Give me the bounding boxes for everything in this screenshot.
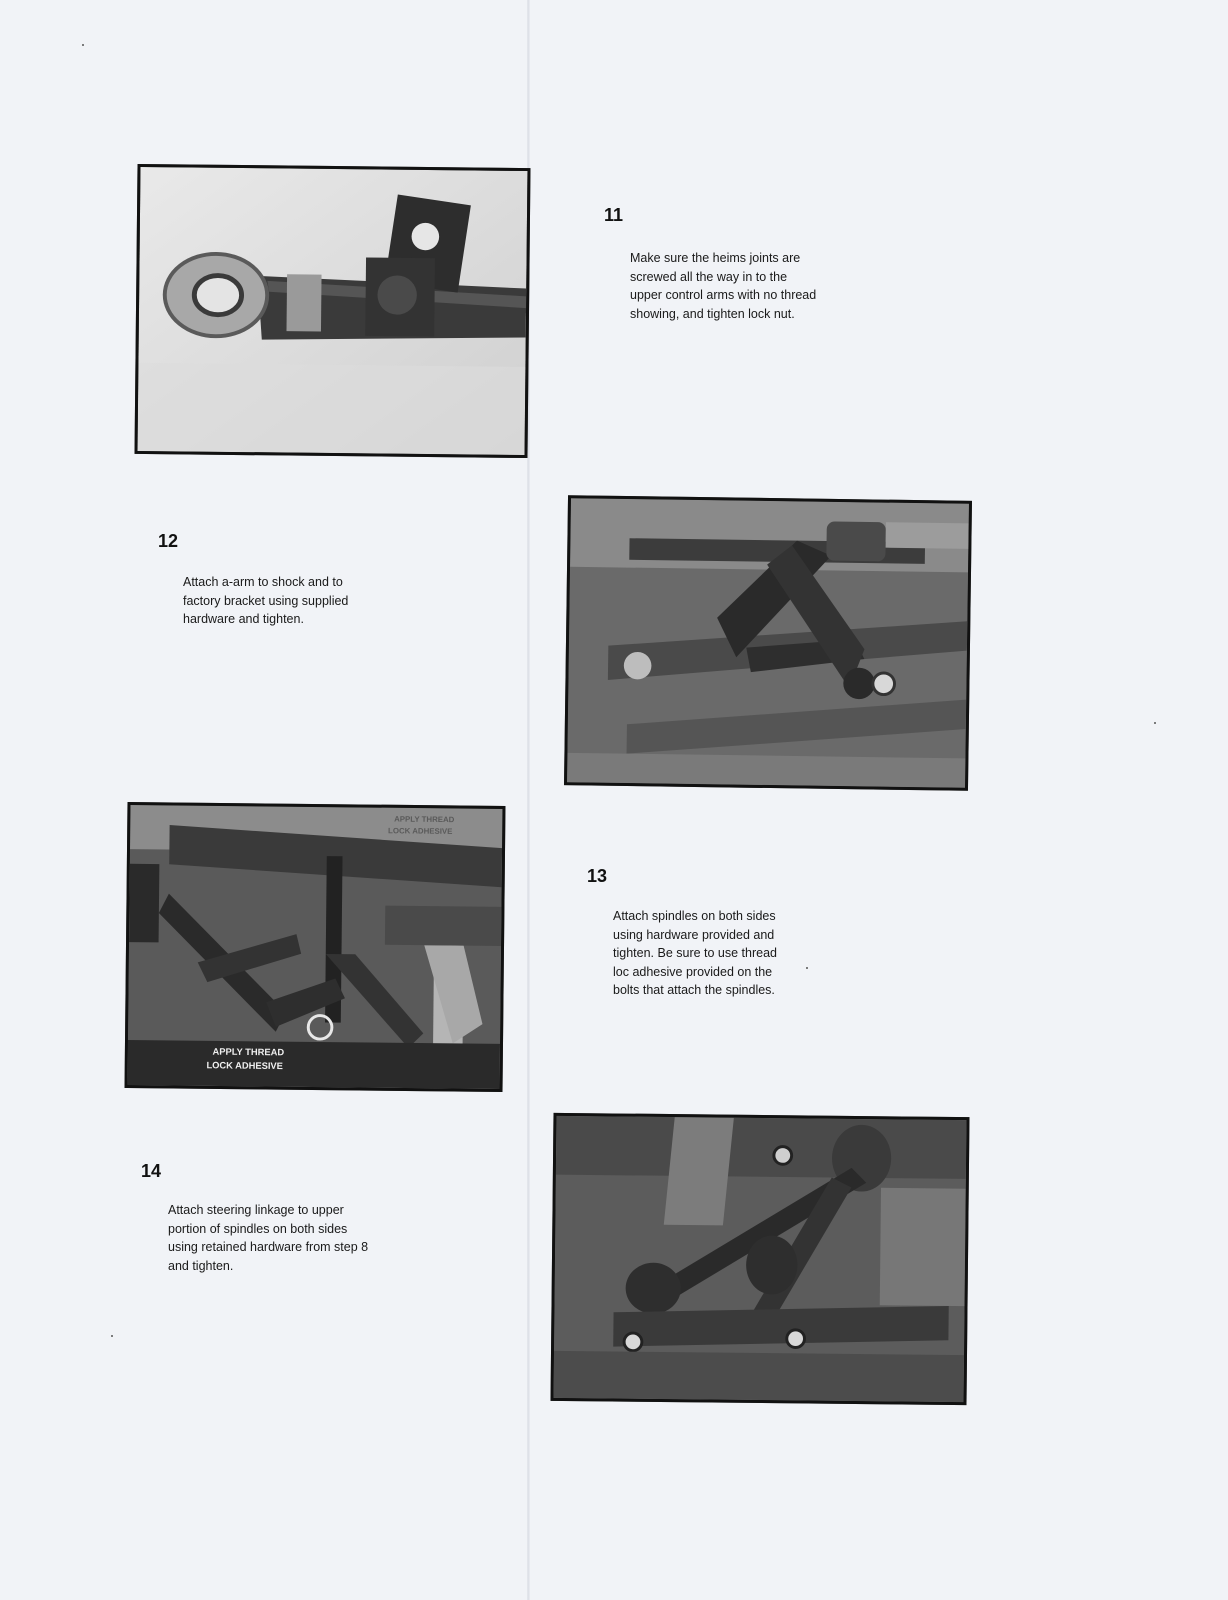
step-13-line-1: Attach spindles on both sides: [613, 909, 776, 923]
steering-linkage-image: [554, 1116, 967, 1402]
step-13-instructions: [613, 907, 777, 1000]
step-12-instructions: [183, 573, 348, 629]
step-14-instructions: [168, 1201, 368, 1275]
heim-joint-arm-image: [138, 167, 528, 455]
photo-label-top-line-2: LOCK ADHESIVE: [388, 826, 453, 836]
step-12-line-1: Attach a-arm to shock and to: [183, 575, 343, 589]
photo-label-bottom-line-2: LOCK ADHESIVE: [206, 1060, 283, 1072]
scan-speck: [111, 1335, 113, 1337]
step-14-line-4: and tighten.: [168, 1258, 234, 1273]
step-14-number: 14: [141, 1161, 162, 1181]
step-11-line-1: Make sure the heims joints are: [630, 251, 801, 265]
step-14-line-2: portion of spindles on both sides: [168, 1221, 348, 1236]
step-13-line-2: using hardware provided and: [613, 927, 775, 942]
spindle-install-image: [128, 805, 503, 1089]
step-12-line-3: hardware and tighten.: [183, 612, 304, 626]
step-14-photo: [551, 1113, 970, 1405]
step-12-line-2: factory bracket using supplied: [183, 593, 349, 608]
step-11-line-3: upper control arms with no thread: [630, 288, 817, 302]
a-arm-frame-image: [567, 498, 969, 788]
step-12-number: 12: [158, 531, 179, 551]
step-11-photo: [134, 164, 530, 458]
step-11-line-2: screwed all the way in to the: [630, 269, 788, 284]
scan-speck: [806, 967, 808, 969]
scan-speck: [1154, 722, 1156, 724]
step-11-line-4: showing, and tighten lock nut.: [630, 306, 795, 321]
step-13-photo: [125, 802, 506, 1092]
step-14-line-3: using retained hardware from step 8: [168, 1240, 369, 1254]
photo-label-top-line-1: APPLY THREAD: [394, 814, 455, 825]
step-12-photo: [564, 495, 972, 791]
step-13-number: 13: [587, 866, 608, 886]
step-13-line-3: tighten. Be sure to use thread: [613, 946, 777, 960]
step-11-instructions: [630, 249, 816, 323]
photo-label-bottom-line-1: APPLY THREAD: [212, 1046, 285, 1058]
step-13-line-4: loc adhesive provided on the: [613, 964, 773, 979]
step-11-number: 11: [604, 205, 624, 225]
scan-speck: [82, 44, 84, 46]
step-13-line-5: bolts that attach the spindles.: [613, 983, 775, 997]
step-14-line-1: Attach steering linkage to upper: [168, 1203, 344, 1217]
